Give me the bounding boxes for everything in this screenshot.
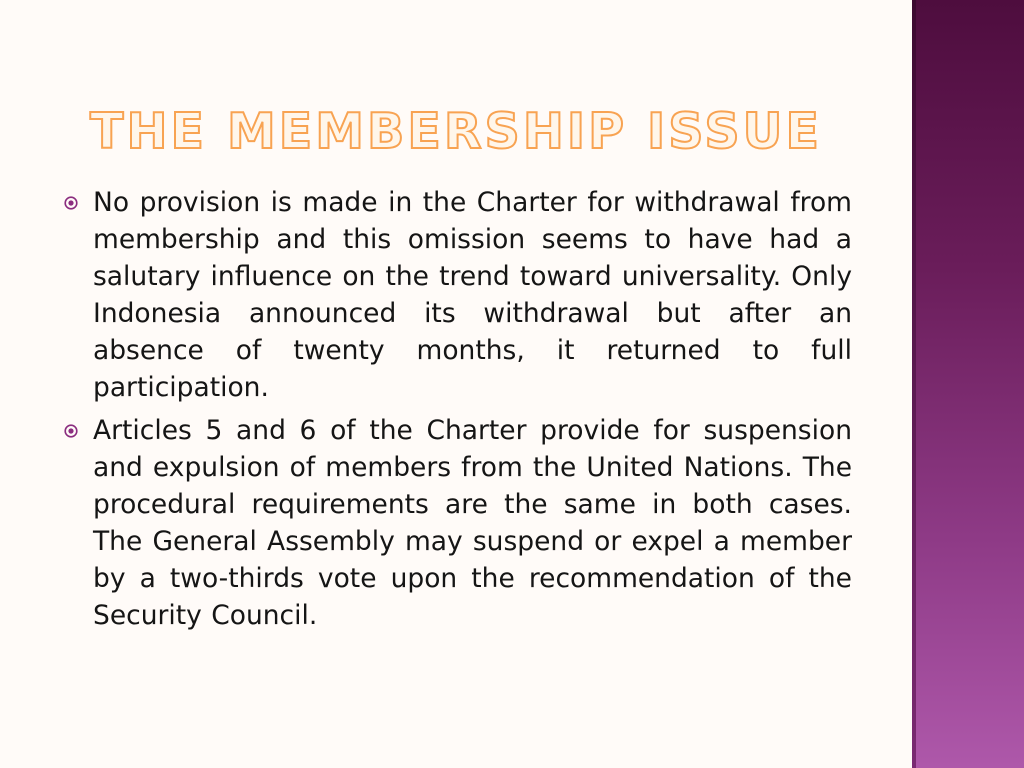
bullet-item-2	[62, 412, 852, 634]
circled-dot-bullet-icon	[64, 196, 78, 210]
slide-title: THE MEMBERSHIP ISSUE	[90, 103, 822, 160]
bullet-item-1	[62, 184, 852, 406]
slide-body	[62, 184, 852, 640]
bullet-text: Articles 5 and 6 of the Charter provide for suspension and expulsion of members from the United Nations. The procedural requirements are the same in both cases. The General Assembly may suspend or expel a member by a two-thirds vote upon the recommendation of the Security Council.	[93, 415, 852, 631]
bullet-text: No provision is made in the Charter for withdrawal from membership and this omission seems to have had a salutary influence on the trend toward universality. Only Indonesia announced its withdrawal but after an absence of twenty months, it returned to full participation.	[93, 187, 852, 403]
circled-dot-bullet-icon	[64, 424, 78, 438]
side-accent-band	[912, 0, 1024, 768]
